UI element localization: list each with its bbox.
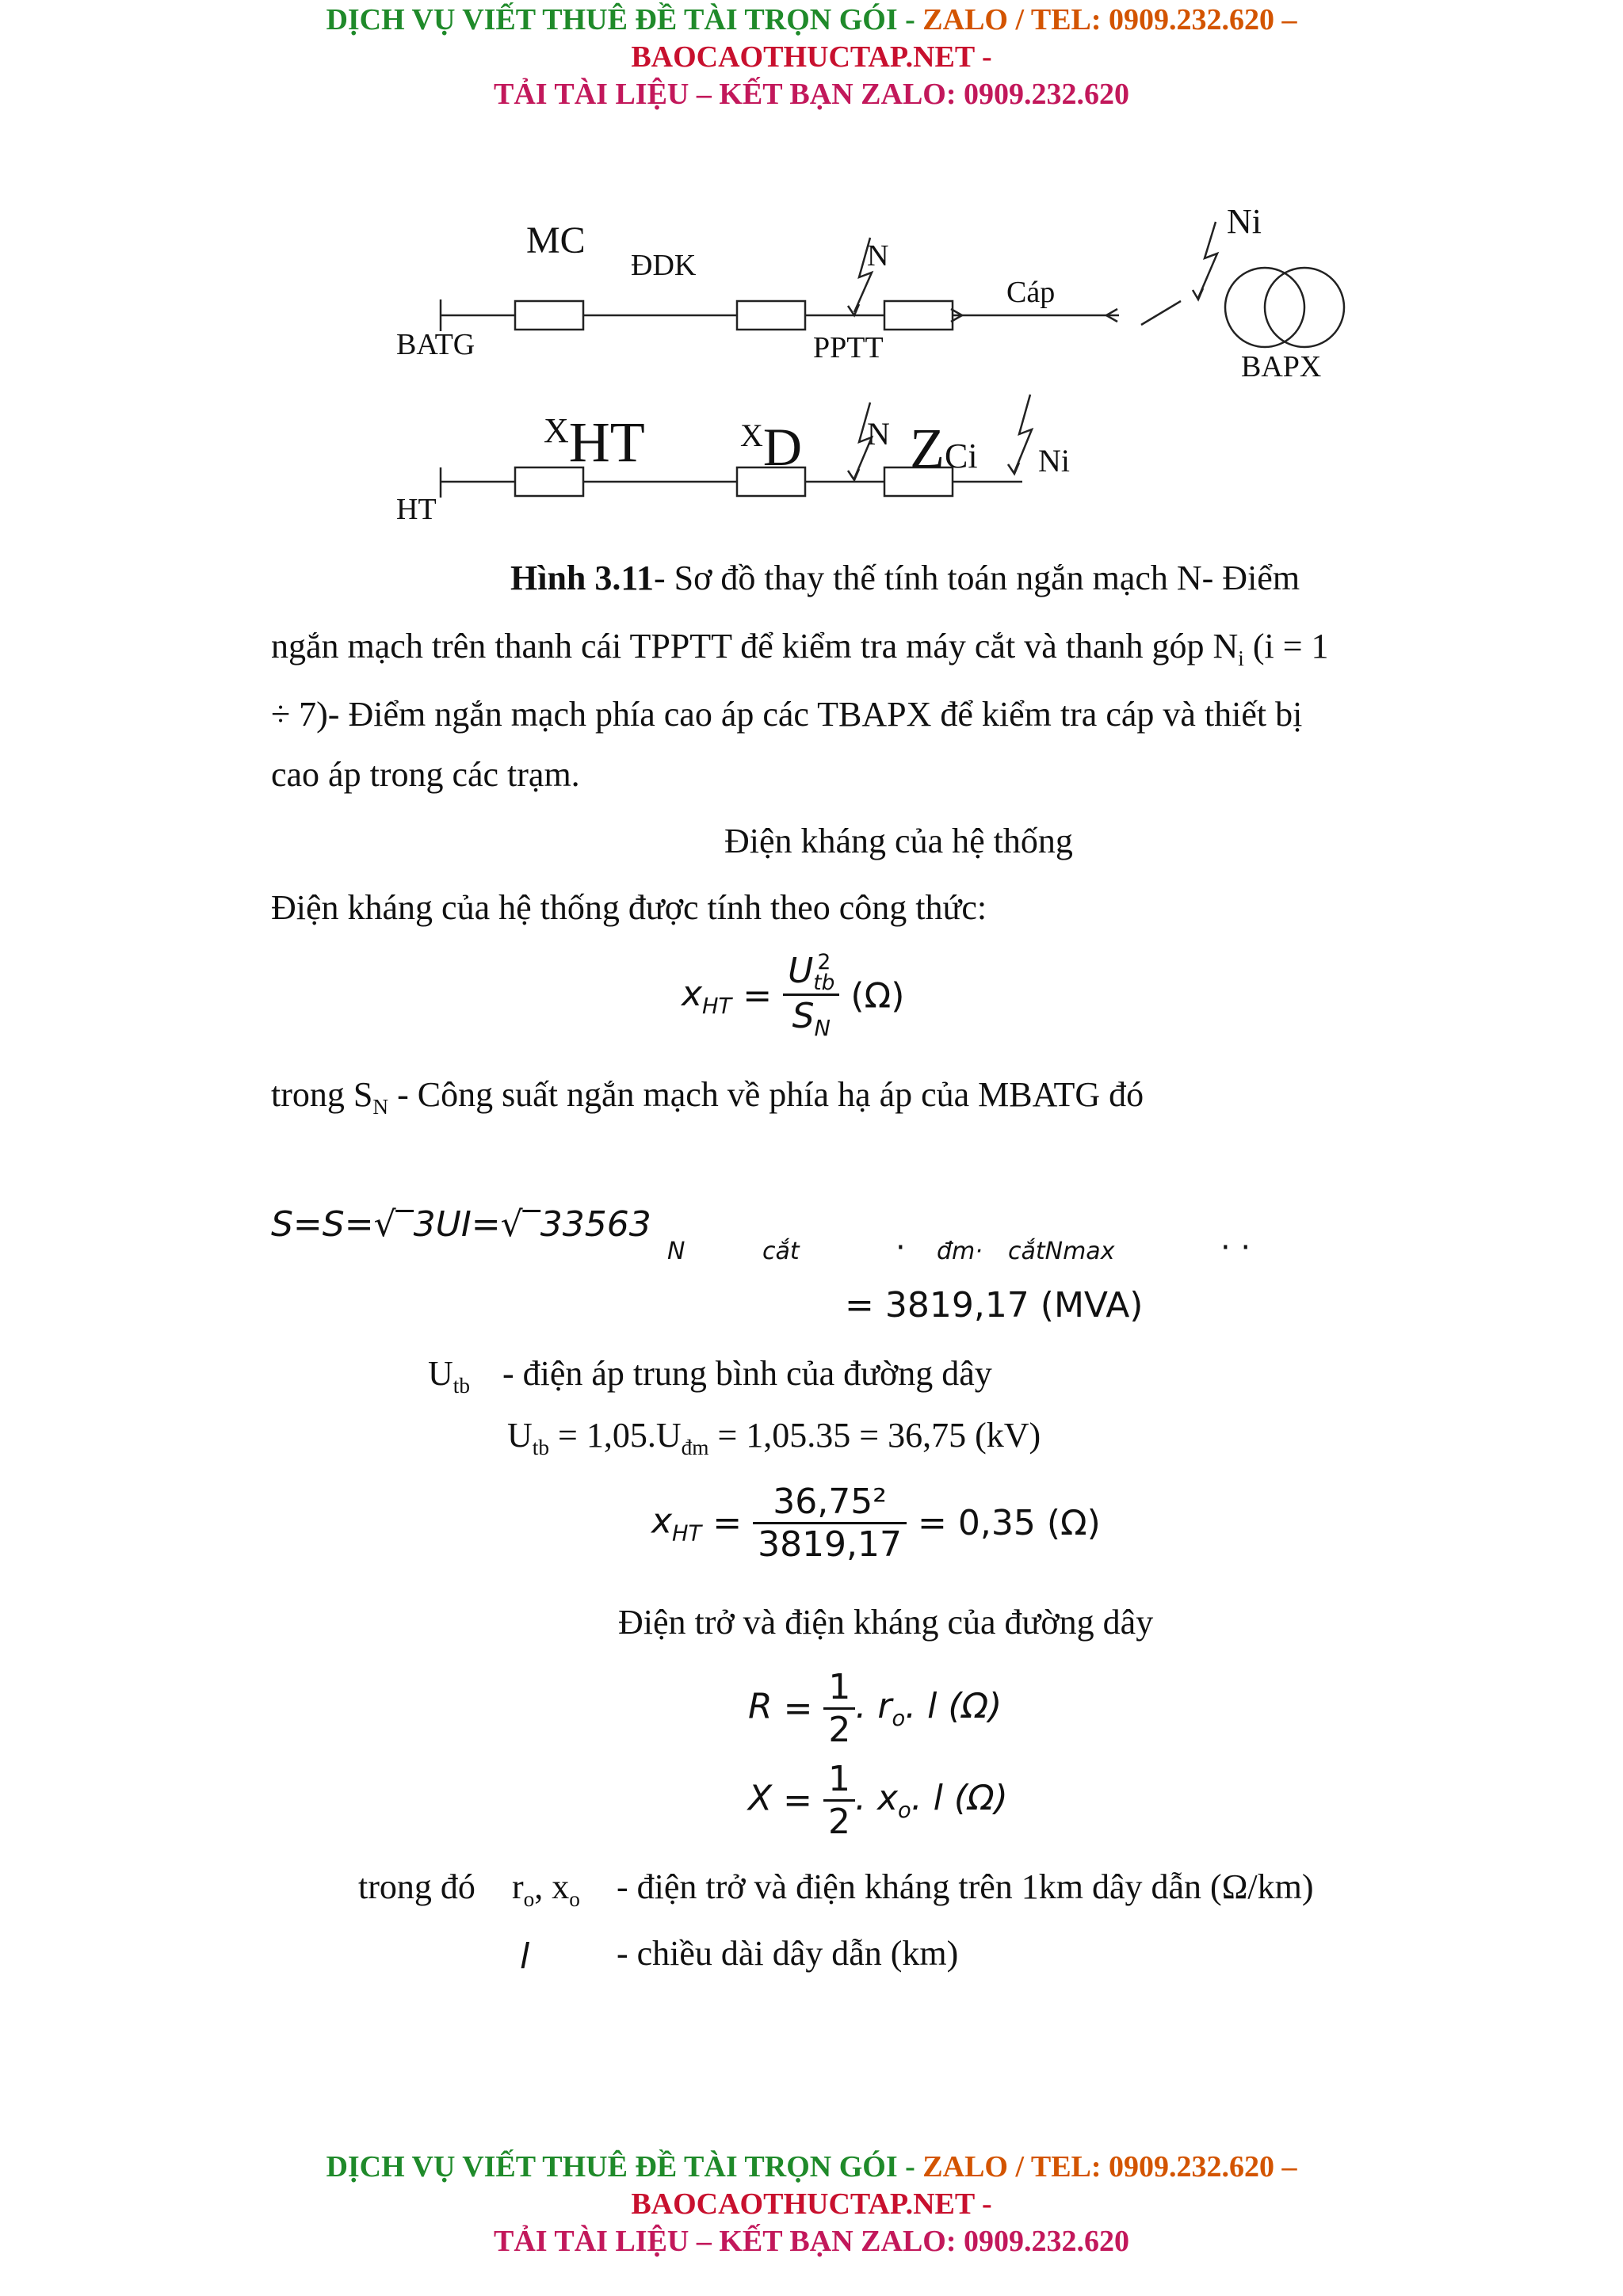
l-symbol: l — [520, 1936, 530, 1977]
ddk-box — [737, 301, 805, 330]
label-bapx: BAPX — [1241, 350, 1322, 383]
banner-line-2: BAOCAOTHUCTAP.NET - — [631, 40, 992, 74]
banner-line-2: BAOCAOTHUCTAP.NET - — [631, 2187, 992, 2221]
banner-line-1: DỊCH VỤ VIẾT THUÊ ĐỀ TÀI TRỌN GÓI - ZALO / TEL: 0909.232.620 – — [326, 2150, 1297, 2183]
utb-equation: $U_{tb} = 1,05.U_{đm} = 1,05.35 = 36,75$ (kV) — [507, 1416, 1041, 1459]
sn-definition-line: trong $S_N$ - Công suất ngắn mạch về phía hạ áp của MBATG đó — [271, 1075, 1144, 1119]
heading-system-reactance: Điện kháng của hệ thống — [724, 822, 1073, 860]
label-x-ht: XHT — [544, 410, 645, 474]
lightning-ni-top — [1198, 222, 1217, 298]
garbled-sub-cat: cắt — [762, 1238, 800, 1265]
label-x-d: XD — [740, 417, 802, 477]
where-description: - điện trở và điện kháng trên 1km dây dẫn (Ω/km) — [617, 1867, 1314, 1906]
garbled-sub-n: N — [667, 1238, 685, 1265]
mc-box — [515, 301, 583, 330]
garbled-result: = 3819,17 (MVA) — [845, 1285, 1144, 1325]
garbled-dot-1: · — [896, 1230, 906, 1266]
caption-line-3: ÷ 7)- Điểm ngắn mạch phía cao áp các TBAPX để kiểm tra cáp và thiết bị — [271, 695, 1303, 734]
figure-number: Hình 3.11 — [510, 559, 654, 597]
caption-line-2: ngắn mạch trên thanh cái TPPTT để kiểm tra máy cắt và thanh góp $N_i$ (i = 1 — [271, 627, 1329, 670]
utb-description: - điện áp trung bình của đường dây — [502, 1354, 992, 1393]
label-mc: MC — [526, 219, 586, 261]
garbled-sub-dm: đm· — [937, 1238, 983, 1265]
l-description: - chiều dài dây dẫn (km) — [617, 1934, 959, 1973]
banner-line-1: DỊCH VỤ VIẾT THUÊ ĐỀ TÀI TRỌN GÓI - ZALO / TEL: 0909.232.620 – — [326, 3, 1297, 36]
banner-line-3: TẢI TÀI LIỆU – KẾT BẠN ZALO: 0909.232.620 — [493, 78, 1130, 111]
figure-caption-line-1: Hình 3.11- Sơ đồ thay thế tính toán ngắn mạch N- Điểm — [510, 559, 1300, 597]
label-pptt: PPTT — [813, 331, 884, 364]
formula-xht-numeric: $x_{HT}$ = $\frac{\text{36,75²}}{3819,17}$ = 0,35 (Ω) — [651, 1482, 1101, 1565]
formula-x: X = $\frac{1}{2}$ . $x_o$. l (Ω) — [748, 1759, 1008, 1842]
label-n-top: N — [867, 239, 889, 273]
garbled-formula-main: S=S=√‾3UI=√‾33563 — [271, 1204, 651, 1245]
label-ddk: ĐDK — [631, 249, 697, 282]
footer-banner — [0, 2149, 1623, 2260]
label-batg: BATG — [396, 328, 475, 361]
where-label: trong đó — [358, 1867, 475, 1906]
label-ht: HT — [396, 493, 437, 526]
banner-line-3: TẢI TÀI LIỆU – KẾT BẠN ZALO: 0909.232.620 — [493, 2225, 1130, 2258]
intro-formula-line: Điện kháng của hệ thống được tính theo công thức: — [271, 888, 987, 927]
label-z-ci: ZCi — [910, 417, 978, 480]
lightning-ni-bottom — [1014, 395, 1032, 472]
label-cap: Cáp — [1006, 276, 1056, 309]
heading-line-resistance: Điện trở và điện kháng của đường dây — [618, 1603, 1154, 1642]
utb-label: $U_{tb}$ — [428, 1354, 470, 1398]
cap-box — [884, 301, 953, 330]
formula-xht-symbolic: $x_{HT}$ = U 2 tb $S_N$ (Ω) — [682, 949, 905, 1042]
label-n-bottom: N — [867, 416, 890, 452]
header-banner — [0, 2, 1623, 113]
label-ni-top: Ni — [1227, 202, 1262, 241]
where-symbols: $r_o$, $x_o$ — [512, 1867, 580, 1911]
label-ni-bottom: Ni — [1038, 443, 1070, 479]
garbled-trailing-dots: · · — [1220, 1230, 1251, 1266]
garbled-sub-catnmax: cắtNmax — [1008, 1238, 1115, 1265]
formula-r: R = $\frac{1}{2}$ . $r_o$. l (Ω) — [748, 1667, 1002, 1750]
caption-line-4: cao áp trong các trạm. — [271, 755, 580, 794]
